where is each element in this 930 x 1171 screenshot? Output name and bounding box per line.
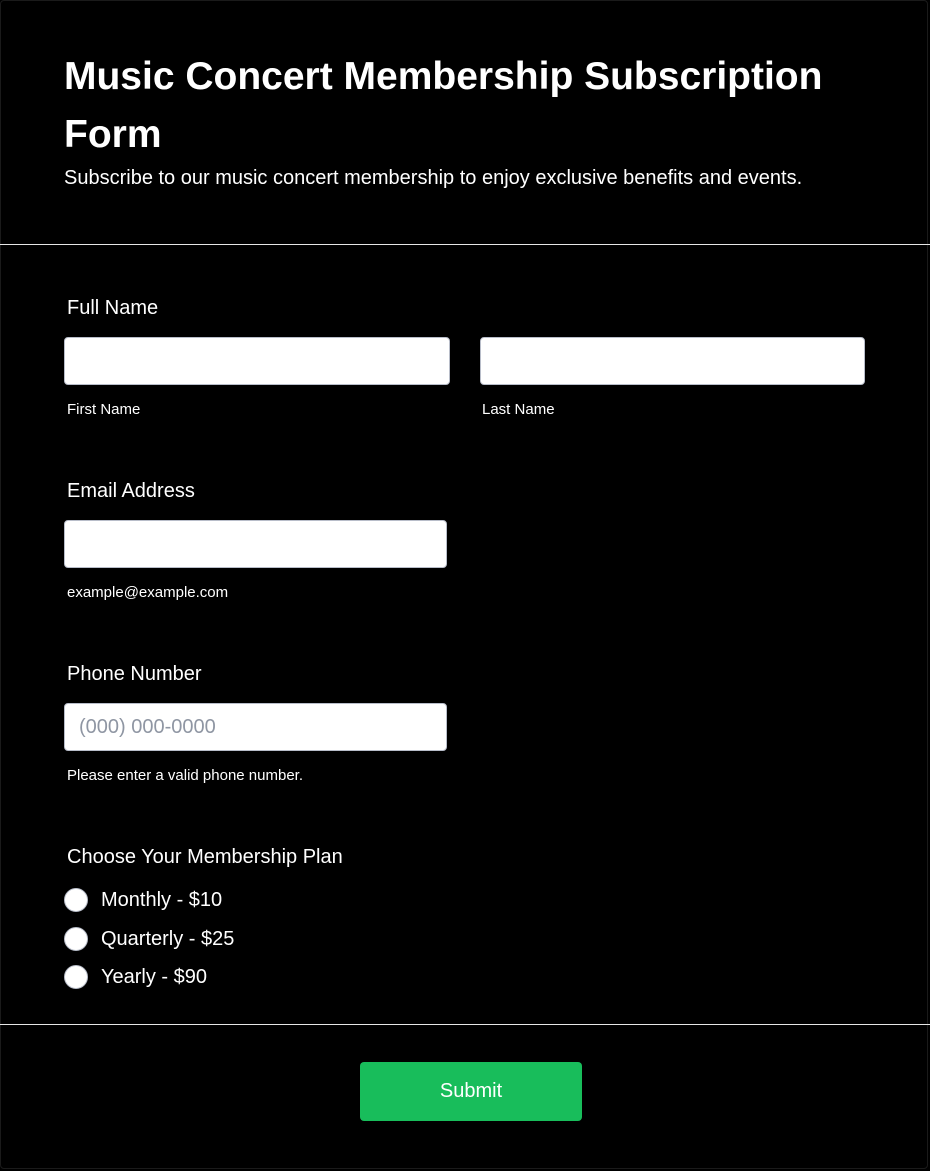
plan-option-monthly[interactable] (64, 887, 222, 913)
phone-label: Phone Number (67, 663, 202, 685)
last-name-input[interactable] (480, 337, 865, 385)
radio-button-quarterly[interactable] (64, 927, 88, 951)
phone-input[interactable] (64, 703, 447, 751)
full-name-label: Full Name (67, 297, 159, 319)
plan-option-label[interactable]: Yearly - $90 (101, 966, 207, 988)
membership-plan-label: Choose Your Membership Plan (67, 846, 343, 868)
header-divider (0, 244, 930, 245)
email-label: Email Address (67, 480, 195, 502)
radio-button-monthly[interactable] (64, 888, 88, 912)
plan-option-label[interactable]: Quarterly - $25 (101, 928, 235, 950)
first-name-sublabel: First Name (67, 401, 141, 418)
first-name-input[interactable] (64, 337, 450, 385)
form-header (64, 48, 884, 192)
phone-sublabel: Please enter a valid phone number. (67, 767, 303, 784)
form-title: Music Concert Membership Subscription Form (64, 55, 823, 156)
radio-button-yearly[interactable] (64, 965, 88, 989)
plan-option-yearly[interactable] (64, 964, 207, 990)
submit-button[interactable]: Submit (360, 1062, 582, 1121)
plan-option-quarterly[interactable] (64, 926, 234, 952)
email-input[interactable] (64, 520, 447, 568)
footer-divider (0, 1024, 930, 1025)
plan-option-label[interactable]: Monthly - $10 (101, 889, 223, 911)
last-name-sublabel: Last Name (482, 401, 555, 418)
email-sublabel: example@example.com (67, 584, 229, 601)
form-subtitle: Subscribe to our music concert membership to enjoy exclusive benefits and events. (64, 167, 803, 189)
